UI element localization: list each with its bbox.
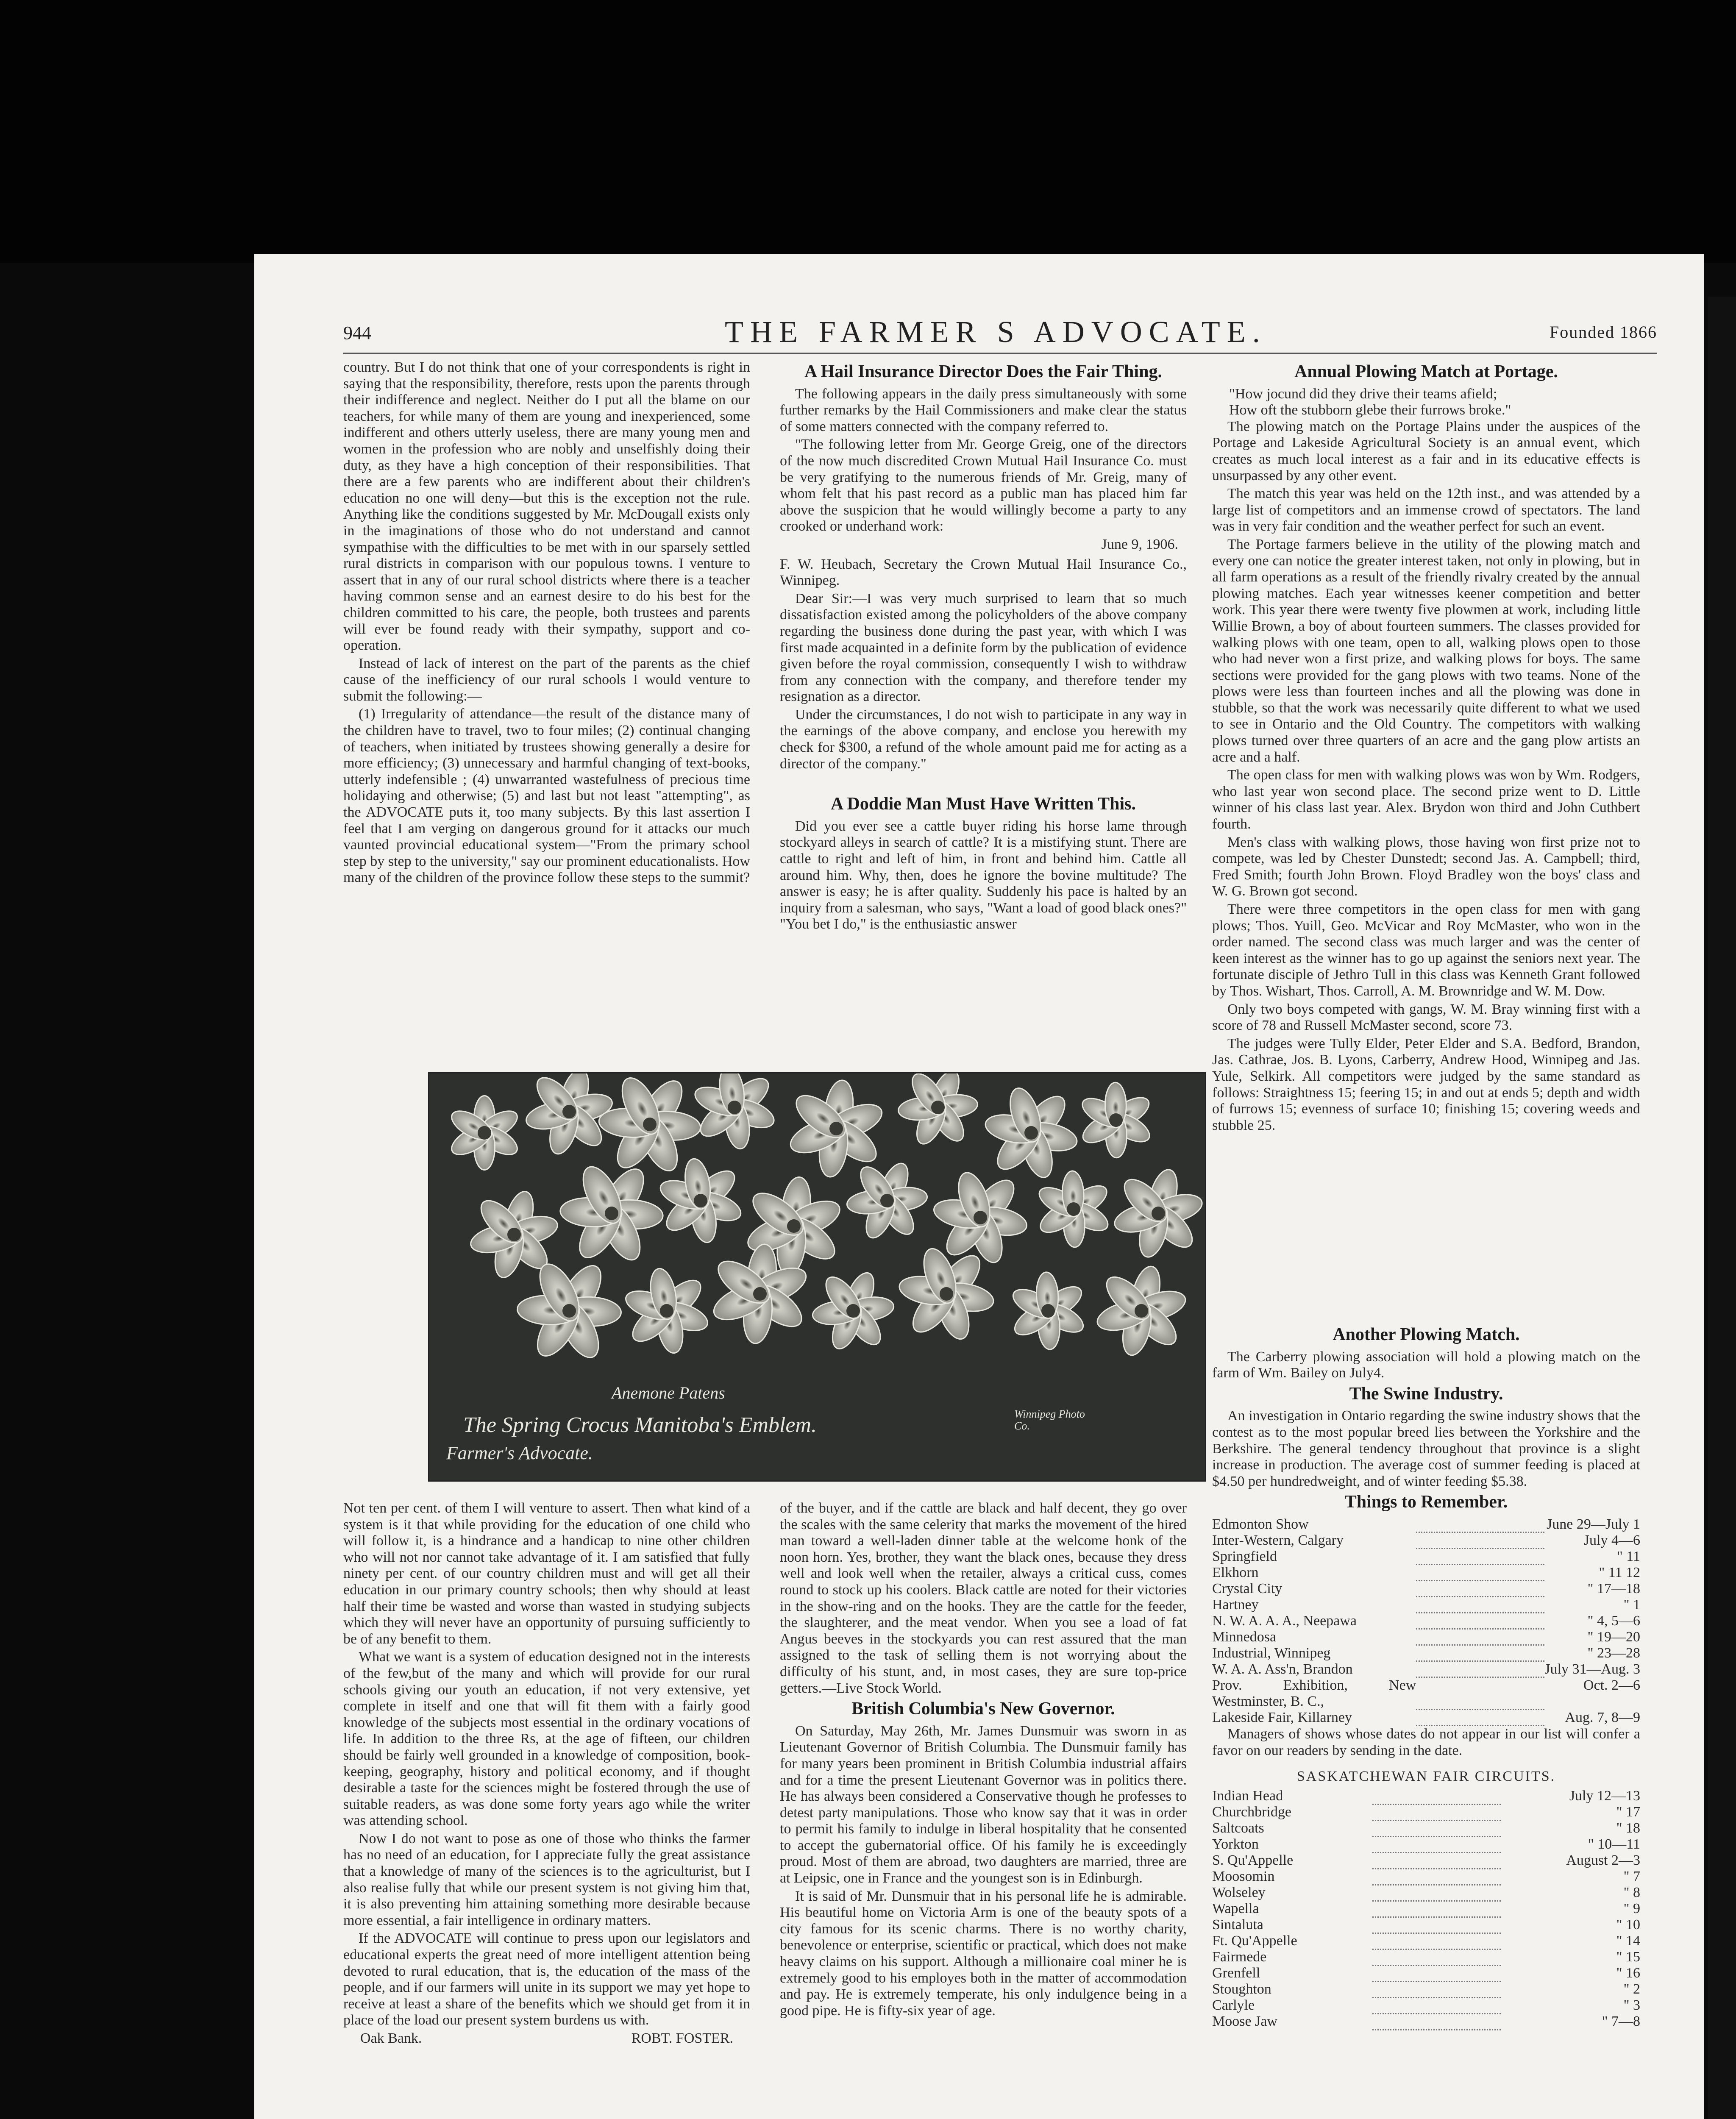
list-item-name: Lakeside Fair, Killarney	[1212, 1709, 1352, 1725]
list-item-date: " 17	[1616, 1804, 1640, 1820]
list-item	[1212, 1549, 1640, 1565]
list-item-name: N. W. A. A. A., Neepawa	[1212, 1613, 1357, 1629]
article-title-doddie: A Doddie Man Must Have Written This.	[831, 794, 1136, 814]
signature-name: ROBT. FOSTER.	[631, 2030, 733, 2046]
leader-dots	[1372, 1869, 1501, 1885]
leader-dots	[1416, 1613, 1544, 1629]
leader-dots	[1372, 2013, 1501, 2030]
paragraph: Now I do not want to pose as one of those who thinks the farmer has no need of an education, for I appreciate fully the great assistance that a knowledge of many of the sciences is to the agriculturist, but I also realise fully that while our present system is not giving him that, it is also preventing him attaining something more desirable because more essential, a fair intelligence in ordinary matters.	[343, 1830, 750, 1928]
article-title-another-plowing: Another Plowing Match.	[1333, 1325, 1520, 1344]
list-item	[1212, 1645, 1640, 1661]
list-item-date: " 7	[1623, 1869, 1640, 1885]
paragraph: Instead of lack of interest on the part of the parents as the chief cause of the inefficiency of our rural schools I would venture to submit the following:—	[343, 655, 750, 704]
list-item-date: " 10	[1616, 1917, 1640, 1933]
list-item-name: Wolseley	[1212, 1885, 1266, 1901]
article-title-things: Things to Remember.	[1344, 1492, 1508, 1512]
leader-dots	[1372, 1981, 1501, 1997]
paragraph: It is said of Mr. Dunsmuir that in his personal life he is admirable. His beautiful home on Victoria Arm is one of the beauty spots of a city famous for its scenic charms. There is no worthy charity, benevolence or enterprise, scientific or practical, which does not make heavy claims on his support. Although a millionaire coal miner he is extremely good to his employes both in the matter of accommodation and pay. He is extremely temperate, his only indulgence being in a good pipe. He is fifty-six year of age.	[780, 1888, 1187, 2019]
column-2-top	[780, 359, 1187, 934]
list-item-name: Elkhorn	[1212, 1564, 1259, 1580]
signature	[343, 2030, 750, 2047]
list-item	[1212, 1581, 1640, 1597]
list-item-date: " 11	[1616, 1548, 1640, 1564]
column-3-top	[1212, 359, 1640, 1135]
photo-caption-latin: Anemone Patens	[612, 1383, 725, 1402]
list-item	[1212, 1597, 1640, 1613]
article-title-swine: The Swine Industry.	[1349, 1384, 1503, 1404]
list-item-name: Springfield	[1212, 1548, 1277, 1564]
film-right-border	[1708, 297, 1736, 2119]
list-item	[1212, 1852, 1640, 1869]
leader-dots	[1416, 1516, 1544, 1532]
leader-dots	[1416, 1629, 1544, 1645]
paragraph: The Carberry plowing association will hold a plowing match on the farm of Wm. Bailey on July4.	[1212, 1349, 1640, 1381]
column-1-bottom	[343, 1500, 750, 2047]
list-item-date: " 17—18	[1587, 1580, 1640, 1596]
list-item-date: " 4, 5—6	[1587, 1613, 1640, 1629]
leader-dots	[1372, 1804, 1501, 1820]
column-2-bottom	[780, 1500, 1187, 2021]
list-item-date: July 4—6	[1583, 1532, 1640, 1548]
leader-dots	[1372, 1820, 1501, 1836]
list-item	[1212, 1901, 1640, 1917]
paragraph: Only two boys competed with gangs, W. M. Bray winning first with a score of 78 and Russell McMaster second, score 73.	[1212, 1001, 1640, 1034]
list-item-name: Moose Jaw	[1212, 2013, 1277, 2030]
list-item-date: July 31—Aug. 3	[1544, 1661, 1640, 1677]
list-item-name: Industrial, Winnipeg	[1212, 1645, 1331, 1661]
paragraph: The judges were Tully Elder, Peter Elder and S.A. Bedford, Brandon, Jas. Cathrae, Jos. B. Lyons, Carberry, Andrew Hood, Winnipeg and Jas. Yule, Selkirk. All competitors were judged by the same standard as follows: Straightness 15; feering 15; in and out at ends 5; depth and width of furrows 15; evenness of surface 10; finishing 15; covering weeds and stubble 25.	[1212, 1035, 1640, 1133]
paragraph: On Saturday, May 26th, Mr. James Dunsmuir was sworn in as Lieutenant Governor of British Columbia. The Dunsmuir family has for many years been prominent in British Columbia industrial affairs and for a time the present Lieutenant Governor was in politics there. He has always been considered a Conservative though he professes to detest party manipulations. Those who know say that it was in order to permit his family to indulge in liberal hospitality that he consented to accept the gubernatorial office. Of his family he is exceedingly proud. Most of them are abroad, two daughters are married, three are at Leipsic, one in France and the youngest son is in Edinburgh.	[780, 1723, 1187, 1886]
paragraph: country. But I do not think that one of your correspondents is right in saying that the responsibility, therefore, rests upon the parents through their indifference and neglect. Neither do I put all the blame on our teachers, for while many of them are young and inexperienced, some indifferent and others utterly useless, there are many young men and women in the profession who are nobly and unselfishly doing their duty, as they have a high conception of their responsibilities. That there are a few parents who are indifferent about their children's education no one will deny—but this is the exception not the rule. Anything like the conditions suggested by Mr. McDougall exists only in the imaginations of those who do not understand and cannot sympathise with the difficulties to be met with in our sparsely settled rural districts in comparison with our populous towns. I venture to assert that in any of our rural school districts where there is a teacher having common sense and an earnest desire to do his best for the children committed to his care, the people, both trustees and parents will ever be found ready with their sympathy, support and co-operation.	[343, 359, 750, 653]
paragraph: Dear Sir:—I was very much surprised to learn that so much dissatisfaction existed among the policyholders of the above company regarding the business done during the past year, with which I was first made acquainted in a definite form by the publication of evidence given before the royal commission, consequently I wish to withdraw from any connection with the company, and therefore tender my resignation as a director.	[780, 590, 1187, 705]
list-item-name: Wapella	[1212, 1901, 1259, 1917]
leader-dots	[1372, 1788, 1501, 1804]
page-number: 944	[343, 323, 371, 343]
list-item	[1212, 1532, 1640, 1549]
list-item-date: " 19—20	[1587, 1629, 1640, 1645]
list-item-date: " 8	[1623, 1885, 1640, 1901]
list-item-name: Sintaluta	[1212, 1917, 1263, 1933]
leader-dots	[1372, 1933, 1501, 1949]
list-item	[1212, 1965, 1640, 1981]
list-item-name: Yorkton	[1212, 1836, 1259, 1852]
list-item-name: Indian Head	[1212, 1788, 1283, 1804]
leader-dots	[1372, 1997, 1501, 2013]
paragraph: If the ADVOCATE will continue to press upon our legislators and educational experts the great need of more intelligent attention being devoted to rural education, that is, the education of the mass of the people, and if our farmers will unite in its support we may yet hope to receive at least a share of the benefits which we should get from it in place of the load our present system burdens us with.	[343, 1930, 750, 2028]
list-item	[1212, 1836, 1640, 1852]
header-rule	[343, 353, 1657, 354]
paragraph: The following appears in the daily press simultaneously with some further remarks by the Hail Commissioners and make clear the status of some matters connected with the company referred to.	[780, 386, 1187, 434]
list-item-date: " 11 12	[1599, 1564, 1640, 1580]
list-item	[1212, 1677, 1640, 1710]
list-item-date: July 12—13	[1569, 1788, 1640, 1804]
list-item-name: Fairmede	[1212, 1949, 1267, 1965]
list-item	[1212, 1516, 1640, 1532]
list-item	[1212, 1869, 1640, 1885]
list-item-name: Stoughton	[1212, 1981, 1271, 1997]
list-item-name: Edmonton Show	[1212, 1516, 1309, 1532]
list-item-name: Crystal City	[1212, 1580, 1283, 1596]
list-item-date: Aug. 7, 8—9	[1565, 1709, 1640, 1725]
leader-dots	[1372, 1836, 1501, 1852]
leader-dots	[1372, 1965, 1501, 1981]
leader-dots	[1416, 1581, 1544, 1597]
signature-place: Oak Bank.	[360, 2030, 422, 2046]
leader-dots	[1416, 1532, 1544, 1549]
photo-caption-credit: Farmer's Advocate.	[446, 1443, 593, 1463]
list-item	[1212, 1917, 1640, 1933]
paragraph: "The following letter from Mr. George Greig, one of the directors of the now much discredited Crown Mutual Hail Insurance Co. must be very gratifying to the numerous friends of Mr. Greig, many of whom felt that his past record as a public man has placed him far above the suspicion that he would willingly become a party to any crooked or underhand work:	[780, 437, 1187, 534]
article-title-hail: A Hail Insurance Director Does the Fair Thing.	[804, 362, 1162, 381]
list-item-name: Churchbridge	[1212, 1804, 1291, 1820]
list-item-name: Saltcoats	[1212, 1820, 1264, 1836]
leader-dots	[1416, 1661, 1544, 1677]
list-item-name: W. A. A. Ass'n, Brandon	[1212, 1661, 1353, 1677]
list-item	[1212, 1820, 1640, 1836]
list-item	[1212, 1885, 1640, 1901]
leader-dots	[1372, 1885, 1501, 1901]
paragraph: The Portage farmers believe in the utility of the plowing match and every one can notice the greater interest taken, not only in plowing, but in all farm operations as a result of the friendly rivalry created by the annual plowing matches. Each year witnesses keener competition and better work. This year there were twenty five plowmen at work, including little Willie Brown, a boy of about fourteen summers. The classes provided for walking plows with one team, open to all, walking plows open to those who had never won a first prize, and walking plows for boys. The same sections were provided for the gang plows with two teams. None of the plows were less than fourteen inches and all the plowing was done in stubble, so that the work was necessarily quite different to what we used to see in Ontario and the Old Country. The competitors with walking plows turned over three quarters of an acre and the gang plow artists an acre and a half.	[1212, 536, 1640, 765]
leader-dots	[1372, 1949, 1501, 1965]
list-item-date: " 7—8	[1602, 2013, 1640, 2030]
sask-list	[1212, 1788, 1640, 2030]
newspaper-page	[254, 254, 1704, 2119]
list-item	[1212, 1981, 1640, 1997]
photo-caption-main: The Spring Crocus Manitoba's Emblem.	[463, 1413, 817, 1437]
list-item	[1212, 1629, 1640, 1645]
masthead: THE FARMER S ADVOCATE.	[725, 315, 1267, 349]
shows-list	[1212, 1516, 1640, 1727]
list-item-date: " 14	[1616, 1933, 1640, 1949]
list-item-date: " 9	[1623, 1901, 1640, 1917]
leader-dots	[1416, 1565, 1544, 1581]
list-item-name: Inter-Western, Calgary	[1212, 1532, 1344, 1548]
founded-label: Founded 1866	[1550, 323, 1657, 342]
paragraph: The plowing match on the Portage Plains under the auspices of the Portage and Lakeside Agricultural Society is an annual event, which creates as much local interest as a fair and in its educative effects is unsurpassed by any other event.	[1212, 418, 1640, 484]
list-item-date: " 10—11	[1588, 1836, 1640, 1852]
list-item	[1212, 1788, 1640, 1804]
list-item-date: June 29—July 1	[1547, 1516, 1640, 1532]
list-item-name: Moosomin	[1212, 1869, 1275, 1885]
article-title-bc: British Columbia's New Governor.	[851, 1699, 1115, 1719]
list-item	[1212, 1565, 1640, 1581]
column-3-bottom	[1212, 1322, 1640, 2030]
paragraph: The match this year was held on the 12th inst., and was attended by a large list of competitors and an immense crowd of spectators. The land was in very fair condition and the weather perfect for such an event.	[1212, 486, 1640, 534]
paragraph: Not ten per cent. of them I will venture to assert. Then what kind of a system is it that while providing for the education of one child who will follow it, is a hindrance and a handicap to nine other children who will not nor cannot take advantage of it. I am satisfied that fully ninety per cent. of our country children must and will get all their education in our primary country schools; then why should at least half their time be wasted and worse than wasted in studying subjects which they will never have an opportunity of pursuing sufficiently to be of any benefit to them.	[343, 1500, 750, 1647]
paragraph: Under the circumstances, I do not wish to participate in any way in the earnings of the above company, and enclose you herewith my check for $300, a refund of the whole amount paid me for acting as a director of the company."	[780, 706, 1187, 772]
leader-dots	[1416, 1597, 1544, 1613]
list-item-name: Minnedosa	[1212, 1629, 1277, 1645]
list-item	[1212, 1997, 1640, 2013]
leader-dots	[1372, 1852, 1501, 1869]
photographer-credit: Winnipeg Photo Co.	[1014, 1408, 1085, 1432]
verse-line: "How jocund did they drive their teams afield;	[1229, 386, 1497, 402]
paragraph: There were three competitors in the open class for men with gang plows; Thos. Yuill, Geo. McVicar and Roy McMaster, who won in the order named. The second class was much larger and was the center of keen interest as the winner has to go up against the seniors next year. The fortunate disciple of Jethro Tull in this class was Kenneth Grant followed by Thos. Wishart, Thos. Carroll, A. M. Brownridge and W. M. Dow.	[1212, 901, 1640, 999]
paragraph: Did you ever see a cattle buyer riding his horse lame through stockyard alleys in search of cattle? It is a mistifying stunt. There are cattle to right and left of him, in front and behind him. Cattle all around him. Why, then, does he ignore the bovine multitude? The answer is easy; he is after quality. Suddenly his pace is halted by an inquiry from a salesman, who says, "Want a load of good black ones?" "You bet I do," is the enthusiastic answer	[780, 818, 1187, 932]
paragraph: (1) Irregularity of attendance—the result of the distance many of the children have to travel, two to four miles; (2) continual changing of teachers, when initiated by trustees showing generally a desire for more efficiency; (3) unnecessary and harmful changing of text-books, utterly indefensible ; (4) unwarranted wastefulness of precious time holidaying and otherwise; (5) and last but not least "attempting", as the ADVOCATE puts it, too many subjects. By this last assertion I feel that I am verging on dangerous ground for it attacks our much vaunted provincial educational system—"From the primary school step by step to the university," say our prominent educationalists. How many of the children of the province follow these steps to the summit?	[343, 706, 750, 886]
managers-note: Managers of shows whose dates do not appear in our list will confer a favor on our readers by sending in the date.	[1212, 1726, 1640, 1759]
list-item-name: Grenfell	[1212, 1965, 1260, 1981]
list-item-date: " 3	[1623, 1997, 1640, 2013]
list-item-name: Prov. Exhibition, New Westminster, B. C.,	[1212, 1677, 1416, 1709]
list-item	[1212, 1613, 1640, 1629]
list-item-name: Ft. Qu'Appelle	[1212, 1933, 1297, 1949]
paragraph: An investigation in Ontario regarding the swine industry shows that the contest as to the most popular breed lies between the Yorkshire and the Berkshire. The general tendency throughout that province is a slight increase in production. The average cost of summer feeding is placed at $4.50 per hundredweight, and of winter feeding $5.38.	[1212, 1408, 1640, 1489]
list-item-name: Carlyle	[1212, 1997, 1255, 2013]
sask-title: SASKATCHEWAN FAIR CIRCUITS.	[1296, 1768, 1556, 1784]
list-item	[1212, 1933, 1640, 1949]
paragraph: Men's class with walking plows, those having won first prize not to compete, was led by Chester Dunstedt; second Jas. A. Campbell; third, Fred Smith; fourth John Brown. Floyd Bradley won the boys' class and W. G. Brown got second.	[1212, 834, 1640, 899]
list-item	[1212, 1949, 1640, 1965]
list-item-date: Oct. 2—6	[1583, 1677, 1640, 1693]
leader-dots	[1416, 1549, 1544, 1565]
leader-dots	[1416, 1710, 1544, 1726]
verse-line: How oft the stubborn glebe their furrows broke."	[1229, 402, 1511, 418]
list-item-name: S. Qu'Appelle	[1212, 1852, 1294, 1869]
list-item-date: " 23—28	[1587, 1645, 1640, 1661]
column-1-top	[343, 359, 750, 888]
crocus-photograph	[428, 1072, 1206, 1482]
list-item-date: August 2—3	[1566, 1852, 1640, 1869]
paragraph: of the buyer, and if the cattle are black and half decent, they go over the scales with the same celerity that marks the movement of the hired man toward a well-laden dinner table at the welcome honk of the noon horn. Yes, brother, they want the black ones, because they dress well and look well when the retailer, always a critical cuss, comes round to stock up his coolers. Black cattle are noted for their victories in the show-ring and on the hooks. They are the cattle for the feeder, the slaughterer, and the meat vendor. When you see a load of fat Angus beeves in the stockyards you can rest assured that the man assigned to the task of selling them is not worrying about the difficulty of his stunt, and, in most cases, they are sure top-price getters.—Live Stock World.	[780, 1500, 1187, 1696]
film-top-border	[0, 0, 1736, 263]
article-title-plowing: Annual Plowing Match at Portage.	[1294, 362, 1558, 381]
paragraph: The open class for men with walking plows was won by Wm. Rodgers, who last year won second place. The second prize went to D. Little winner of his class last year. Alex. Brydon won third and John Cuthbert fourth.	[1212, 767, 1640, 832]
list-item-date: " 1	[1623, 1596, 1640, 1613]
list-item	[1212, 1804, 1640, 1820]
list-item-date: " 2	[1623, 1981, 1640, 1997]
letter-address: F. W. Heubach, Secretary the Crown Mutual Hail Insurance Co., Winnipeg.	[780, 556, 1187, 589]
paragraph: What we want is a system of education designed not in the interests of the few,but of the many and which will provide for our rural schools giving our youth an education, if not very extensive, yet complete in itself and one that will fit them with a fairly good knowledge of the subjects most essential in the ordinary vocations of life. In addition to the three Rs, at the age of fifteen, our children should be fairly well grounded in a knowledge of composition, book-keeping, geography, history and political economy, and if thought desirable a taste for the sciences might be fostered through the use of suitable readers, as was done some forty years ago while the writer was attending school.	[343, 1649, 750, 1829]
leader-dots	[1416, 1677, 1544, 1710]
leader-dots	[1372, 1901, 1501, 1917]
leader-dots	[1372, 1917, 1501, 1933]
list-item	[1212, 1710, 1640, 1726]
list-item-date: " 18	[1616, 1820, 1640, 1836]
list-item	[1212, 1661, 1640, 1677]
letter-date: June 9, 1906.	[1101, 536, 1178, 552]
leader-dots	[1416, 1645, 1544, 1661]
list-item-date: " 16	[1616, 1965, 1640, 1981]
list-item	[1212, 2013, 1640, 2030]
list-item-name: Hartney	[1212, 1596, 1259, 1613]
page-header	[343, 315, 1657, 356]
list-item-date: " 15	[1616, 1949, 1640, 1965]
